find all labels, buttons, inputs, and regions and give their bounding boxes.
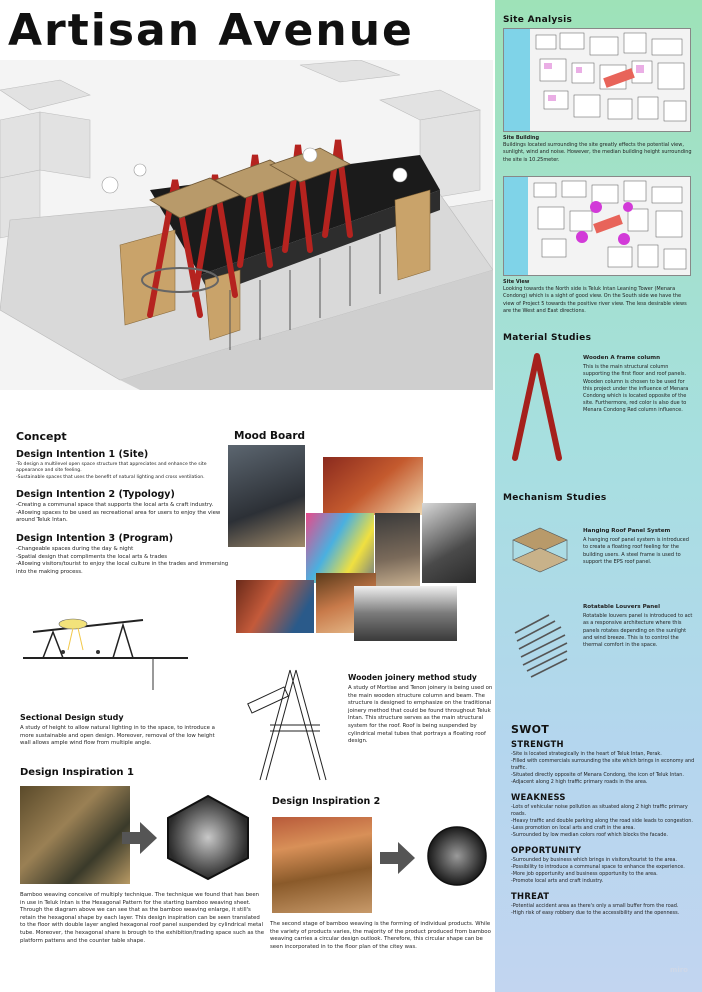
site-building-text: Buildings located surrounding the site greatly effects the potential view, sunlight, wind and noise. However, the median building height surrounding the site is 10.25meter. (503, 142, 692, 163)
site-building-title: Site Building (503, 135, 540, 141)
mood-photo-market (236, 580, 314, 633)
mechanism-heading: Mechanism Studies (503, 493, 607, 503)
sectional-text: A study of height to allow natural lighting in to the space, to introduce a more sustainable and open design. Moreover, removal of the low height wall allows ample wind flow from multiple angle. (20, 725, 215, 747)
site-map-buildings (503, 28, 691, 132)
threat-heading: THREAT (511, 891, 550, 901)
threat-list (511, 903, 695, 917)
a-frame-column-icon (507, 352, 567, 466)
list-item: -Surrounded by low median colors roof which blocks the facade. (511, 832, 668, 838)
mood-board-collage (228, 445, 490, 645)
list-item: -Potential accident area as there's only a small buffer from the road. (511, 903, 679, 909)
swot-section (511, 723, 695, 917)
intention-2-line-1: -Creating a communal space that supports the local arts & craft industry. (16, 502, 214, 509)
list-item: -High risk of easy robbery due to the accessibility and the openness. (511, 910, 680, 916)
louvers-panel-icon (507, 605, 577, 689)
material-text: This is the main structural column supporting the first floor and roof panels. Wooden column is chosen to be used for this project under the influence of Menara Condong which is located opposite of the site. Furthermore, red color is also due to Menara Condong Red column influence. (583, 364, 689, 414)
mood-board-heading: Mood Board (234, 430, 306, 442)
mood-photo-street (354, 586, 457, 641)
intention-2 (16, 489, 231, 525)
opportunity-heading: OPPORTUNITY (511, 845, 582, 855)
weakness-list (511, 804, 695, 839)
strength-list (511, 751, 695, 786)
bamboo-weave-photo (20, 786, 130, 884)
intention-3-line-3: -Allowing visitors/tourist to enjoy the local culture in the trades and immersing into the making process. (16, 561, 229, 575)
sectional-heading: Sectional Design study (20, 713, 124, 722)
site-building-caption (503, 135, 693, 164)
mechanism-2-text: Rotatable louvers panel is introduced to act as a responsive architecture where this panels rotates depending on the sunlight and wind breeze. This is to control the thermal comfort in the space. (583, 613, 693, 649)
intention-2-line-2: -Allowing spaces to be used as recreational area for users to enjoy the view around Teluk Intan. (16, 509, 221, 524)
list-item: -Heavy traffic and double parking along the road side leads to congestion. (511, 818, 693, 824)
arrow-icon (380, 842, 415, 878)
joinery-text: A study of Mortise and Tenon joinery is being used on the main wooden structure column and beam. The structure is designed to emphasize on the traditional joinery method that could be found throughout Teluk Intan. This structure serves as the main structural system for the roof. Roof is being suspended by cylindrical metal tubes that portrays a floating roof design. (348, 685, 493, 745)
list-item: -Filled with commercials surrounding the site which brings in economy and traffic. (511, 758, 695, 771)
hexagon-pattern-icon (162, 793, 254, 885)
arrow-icon (122, 822, 157, 858)
sectional-section (20, 713, 220, 748)
inspiration-2-text: The second stage of bamboo weaving is the forming of individual products. While the variety of products varies, the majority of the product produced from bamboo weaving carries a circular design outlook. Therefore, this circular shape can be seen incorporated in to the floor plan of the citey was. (270, 921, 491, 950)
sectional-sketch (18, 610, 198, 700)
bamboo-products-photo (272, 817, 372, 913)
intention-3-line-1: -Changeable spaces during the day & night (16, 546, 134, 552)
intention-3 (16, 533, 231, 576)
material-section (583, 355, 695, 415)
site-map-views (503, 176, 691, 276)
watermark: miro (670, 966, 688, 974)
inspiration-1-section (20, 892, 265, 945)
inspiration-2-heading: Design Inspiration 2 (272, 796, 381, 807)
weakness-heading: WEAKNESS (511, 792, 566, 802)
list-item: -Less promotion on local arts and craft in the area. (511, 825, 635, 831)
intention-1-line-2: -Sustainable spaces that uses the benefit of natural lighting and cross ventilation. (16, 474, 205, 480)
opportunity-list (511, 857, 695, 885)
list-item: -Promote local arts and craft industry. (511, 878, 604, 884)
site-view-title: Site View (503, 279, 530, 285)
site-view-caption (503, 279, 693, 315)
mechanism-1-title: Hanging Roof Panel System (583, 528, 671, 534)
list-item: -Situated directly opposite of Menara Condong, the icon of Teluk Intan. (511, 772, 684, 778)
material-title: Wooden A frame column (583, 355, 661, 361)
list-item: -Possibility to introduce a communal space to enhance the experience. (511, 864, 685, 870)
intention-2-title: Design Intention 2 (Typology) (16, 489, 175, 501)
inspiration-1-heading: Design Inspiration 1 (20, 767, 134, 778)
intention-3-line-2: -Spatial design that compliments the local arts & trades (16, 553, 168, 560)
intention-3-title: Design Intention 3 (Program) (16, 533, 174, 544)
joinery-section (348, 673, 493, 746)
circle-pattern-icon (426, 825, 488, 891)
hero-render (0, 60, 493, 390)
mechanism-1-text: A hanging roof panel system is introduced to create a floating roof feeling for the building users. A steel frame is used to support the EPS roof panel. (583, 537, 689, 565)
strength-heading: STRENGTH (511, 739, 564, 749)
site-analysis-heading: Site Analysis (503, 15, 573, 25)
list-item: -Adjacent along 2 high traffic primary roads in the area. (511, 779, 648, 785)
concept-section (16, 430, 231, 576)
mechanism-item-1 (583, 528, 695, 566)
swot-heading: SWOT (511, 723, 550, 736)
intention-1-title: Design Intention 1 (Site) (16, 449, 149, 460)
hanging-roof-panel-icon (505, 522, 575, 580)
inspiration-1-text: Bamboo weaving conceive of multiply technique. The technique we found that has been in use in Teluk Intan is the Hexagonal Pattern for the starting bamboo weaving sheet. Through the diagram above we can see that as the bamboo weaving enlarge, it still's retain the hexagonal shape by each layer. This design inspiration can be seen translated to the floor with double layer angled hexagonal roof panel suspended by cylindrical metal tube. Moreover, the hexagonal share is brough to the exhibition/trading space such as the platform pattens and the counter table shape. (20, 892, 265, 944)
intention-1 (16, 449, 231, 481)
material-heading: Material Studies (503, 333, 592, 343)
mechanism-item-2 (583, 604, 695, 649)
list-item: -More job opportunity and business opportunity to the area. (511, 871, 658, 877)
poster-title: Artisan Avenue (8, 5, 414, 56)
list-item: -Site is located strategically in the heart of Teluk Intan, Perak. (511, 751, 662, 757)
concept-heading: Concept (16, 430, 67, 443)
mood-photo-roof (323, 457, 423, 515)
mechanism-2-title: Rotatable Louvers Panel (583, 604, 660, 610)
site-view-text: Looking towards the North side is Teluk Intan Leaning Tower (Menara Condong) which is a sight of good view. On the South side we have the view of Project 5 towards the positive river view. The less desirable views are the West and East directions. (503, 286, 687, 314)
joinery-heading: Wooden joinery method study (348, 673, 477, 682)
list-item: -Lots of vehicular noise pollution as situated along 2 high traffic primary roads. (511, 804, 688, 817)
mood-photo-arcade (375, 513, 420, 586)
mood-photo-frame (422, 503, 476, 583)
inspiration-2-section (270, 921, 492, 951)
list-item: -Surrounded by business which brings in visitors/tourist to the area. (511, 857, 677, 863)
intention-1-line-1: -To design a multilevel open space structure that appreciates and enhance the site appearance and site feeling. (16, 462, 207, 474)
mood-photo-structure (228, 445, 305, 547)
analysis-panel (495, 0, 702, 992)
joinery-sketch (240, 655, 345, 785)
